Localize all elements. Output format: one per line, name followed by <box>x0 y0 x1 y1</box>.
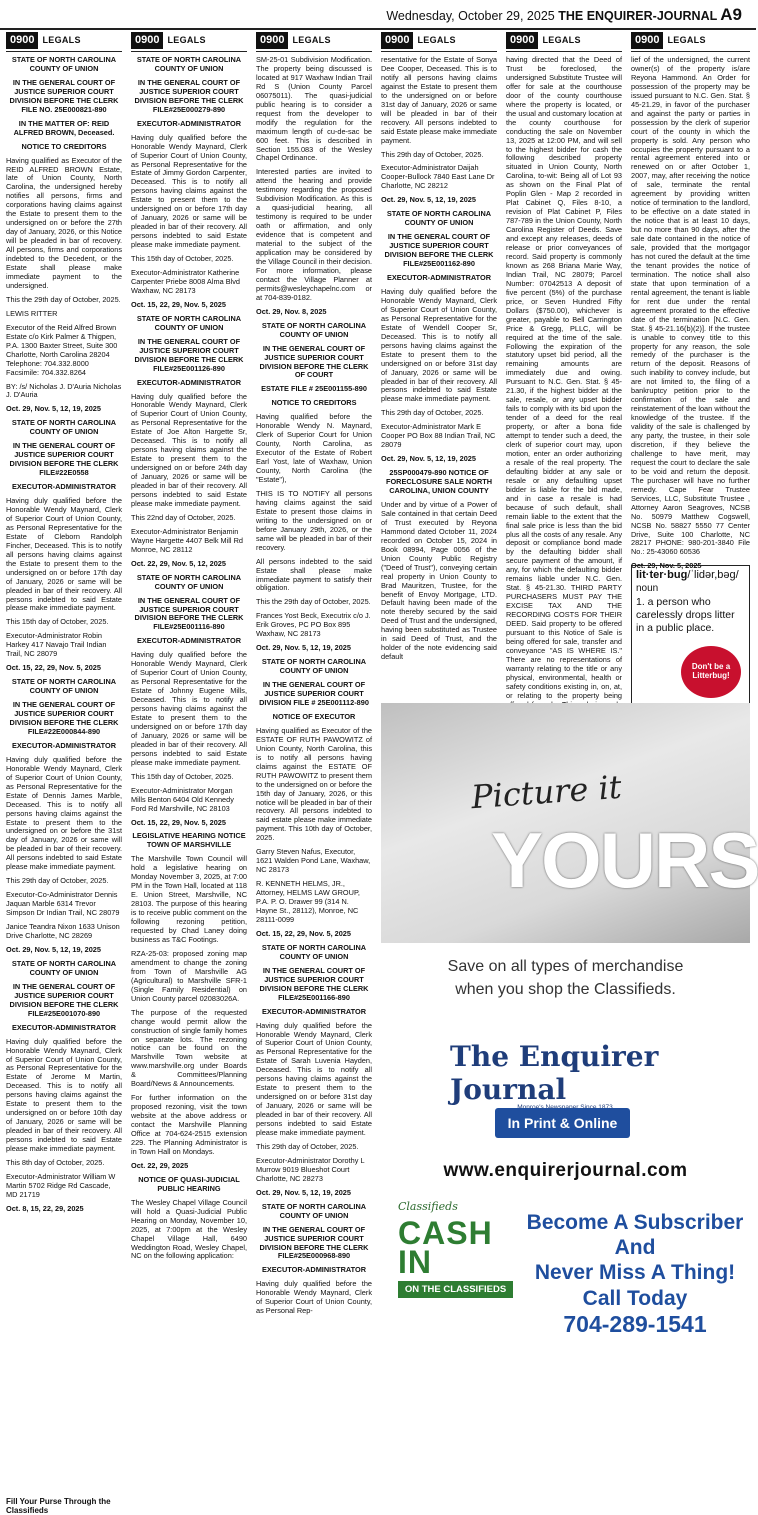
legals-header: 0900 LEGALS <box>6 30 122 52</box>
legal-paragraph: R. KENNETH HELMS, JR., Attorney, HELMS LAW GROUP, P.A. P. O. Drawer 99 (314 N. Hayne St., 28112), Monroe, NC 28111-0099 <box>256 879 360 924</box>
legal-paragraph: Oct. 15, 22, 29, Nov. 5, 2025 <box>6 663 101 673</box>
legal-paragraph: IN THE GENERAL COURT OF JUSTICE SUPERIOR COURT DIVISION BEFORE THE CLERK FILE#25E001116-890 <box>134 595 244 632</box>
legal-paragraph: Interested parties are invited to attend the hearing and provide testimony regarding the proposed Subdivision Modification. As this is a quasi-judicial hearing, all testimony is required to be under oath or affirmation, and only evidence that is competent and material to the subject of the application may be considered by the Village Council in their decision. For more information, please contact the Village Planner at permits@wesleychapelnc.com or at 704-839-0182. <box>256 167 372 302</box>
legal-paragraph: Frances Yost Beck, Executrix c/o J. Erik Groves, PC PO Box 895 Waxhaw, NC 28173 <box>256 611 371 639</box>
legal-paragraph: Having duly qualified before the Honorable Wendy Maynard, Clerk of Superior Court of Union County, as Personal Representative for the Estate of Cleborn Randolph Fincher, Deceased. This is to notify all persons having claims against the Estate to present them to the undersigned on or before 17th day of January, 2026 or same will be pleaded in bar of their recovery. All persons indebted to said Estate please make immediate payment. <box>6 496 122 613</box>
legal-paragraph: This 29th day of October, 2025. <box>381 149 484 159</box>
legal-paragraph: EXECUTOR-ADMINISTRATOR <box>11 482 117 492</box>
legal-paragraph: STATE OF NORTH CAROLINA COUNTY OF UNION <box>261 942 367 961</box>
legal-paragraph: Executor-Administrator Morgan Mills Benton 6404 Old Kennedy Ford Rd Marshville, NC 28103 <box>131 785 234 813</box>
legal-paragraph: Oct. 15, 22, 29, Nov. 5, 2025 <box>131 299 226 309</box>
legal-paragraph: EXECUTOR-ADMINISTRATOR <box>261 1006 367 1016</box>
enquirer-journal-logo <box>450 1040 680 1106</box>
legal-paragraph: STATE OF NORTH CAROLINA COUNTY OF UNION <box>11 55 117 73</box>
legal-paragraph: EXECUTOR-ADMINISTRATOR <box>386 273 492 283</box>
legal-paragraph: Oct. 15, 22, 29, Nov. 5, 2025 <box>131 817 226 827</box>
save-merchandise-ad <box>381 955 750 1001</box>
legal-paragraph: Garry Steven Nafus, Executor, 1621 Walden Pond Lane, Waxhaw, NC 28173 <box>256 847 371 875</box>
fill-your-purse-footer <box>6 1497 122 1515</box>
cash-word: CASH <box>398 1215 493 1251</box>
legal-paragraph: Having duly qualified before the Honorable Wendy Maynard, Clerk of Superior Court of Union County, as Personal Representative for the Estate of Johnny Eugene Mills, Deceased. This is to notify all persons having claims against the Estate to present them to the undersigned on or before 17th day of January, 2026 or same will be pleaded in bar of their recovery. All persons indebted to said Estate please make immediate payment. <box>131 650 247 767</box>
legal-paragraph: IN THE GENERAL COURT OF JUSTICE SUPERIOR COURT DIVISION BEFORE THE CLERK FILE#25E001162-890 <box>384 232 494 269</box>
legal-paragraph: STATE OF NORTH CAROLINA COUNTY OF UNION <box>11 958 117 977</box>
legal-paragraph: Oct. 29, Nov. 5, 12, 19, 2025 <box>256 1187 351 1197</box>
legal-paragraph: Executor of the Reid Alfred Brown Estate c/o Kirk Palmer & Thigpen, P.A. 1300 Baxter Street, Suite 300 Charlotte, North Carolina 28204 Telephone: 704.332.8000 Facsimile: 704.332.8264 <box>6 322 118 377</box>
dict-definition: 1. a person who carelessly drops litter in a public place. <box>636 596 735 635</box>
legal-paragraph: Having qualified before the Honorable Wendy N. Maynard, Clerk of Superior Court for Union County, North Carolina, as Executor of the Estate of Robert Earl Yost, late of Waxhaw, Union County, North Carolina (the "Estate"), <box>256 412 372 484</box>
legal-paragraph: NOTICE OF QUASI-JUDICIAL PUBLIC HEARING <box>138 1174 240 1193</box>
website-url: www.enquirerjournal.com <box>443 1160 688 1181</box>
legal-paragraph: IN THE MATTER OF: REID ALFRED BROWN, Deceased. <box>13 118 115 137</box>
legal-paragraph: For further information on the proposed rezoning, visit the town website at the above address or contact the Marshville Planning Office at 704-624-2515 extension 229. The Planning Administrator is in Town Hall on Mondays. <box>131 1093 247 1156</box>
legal-paragraph: IN THE GENERAL COURT OF JUSTICE SUPERIOR COURT DIVISION BEFORE THE CLERK FILE#25E001126-890 <box>134 336 244 373</box>
legal-paragraph: Having duly qualified before the Honorable Wendy Maynard, Clerk of Superior Court of Union County, as Personal Representative for the Estate of Dennis James Marble, Deceased. This is to notify all persons having claims against the Estate to present them to the undersigned on or before the 31st day of January, 2026 or same will be pleaded in bar of their recovery. All persons indebted to said Estate please make immediate payment. <box>6 754 122 872</box>
picture-it-yours-ad <box>381 703 758 943</box>
legal-paragraph: Executor-Administrator Daijah Cooper-Bullock 7840 East Lane Dr Charlotte, NC 28212 <box>381 163 495 191</box>
footer-text: Fill Your Purse Through the Classifieds <box>6 1497 111 1515</box>
classifieds-script: Classifieds <box>398 1200 458 1213</box>
legal-paragraph: EXECUTOR-ADMINISTRATOR <box>136 377 242 387</box>
legal-paragraph: Oct. 29, Nov. 5, 12, 19, 2025 <box>6 404 101 414</box>
legal-paragraph: Executor-Administrator Dorothy L Murrow 9019 Blueshot Court Charlotte, NC 28273 <box>256 1155 365 1183</box>
legal-paragraph: STATE OF NORTH CAROLINA COUNTY OF UNION <box>261 320 367 339</box>
legal-paragraph: 25SP000479-890 NOTICE OF FORECLOSURE SALE NORTH CAROLINA, UNION COUNTY <box>385 468 493 496</box>
legals-header: 0900 LEGALS <box>506 30 622 52</box>
legal-paragraph: Oct. 29, Nov. 8, 2025 <box>256 306 327 316</box>
legal-paragraph: BY: /s/ Nicholas J. D'Auria Nicholas J. D'Auria <box>6 381 122 400</box>
legals-header: 0900 LEGALS <box>131 30 247 52</box>
dict-word: lit·ter·bug/ˈlidər,bəɡ/ <box>636 569 739 581</box>
legal-paragraph: Oct. 29, Nov. 5, 12, 19, 2025 <box>256 643 351 653</box>
legal-paragraph: Having duly qualified before the Honorable Wendy Maynard, Clerk of Superior Court of Union County, as Personal Representative for the Estate of Wendell Cooper Sr, Deceased. This is to notify all persons having claims against the Estate to present them to the undersigned on or before 31st day of January, 2026 or same will be pleaded in bar of their recovery. All persons indebted to said Estate please make immediate payment. <box>381 286 497 404</box>
picture-it-script: Picture it <box>469 767 623 817</box>
legal-paragraph: This 15th day of October, 2025. <box>6 617 109 627</box>
legal-paragraph: STATE OF NORTH CAROLINA COUNTY OF UNION <box>261 1201 367 1220</box>
legal-paragraph: STATE OF NORTH CAROLINA COUNTY OF UNION <box>11 677 117 696</box>
legal-paragraph: Oct. 29, Nov. 5, 2025 <box>631 561 702 571</box>
legal-paragraph: Oct. 22, 29, 2025 <box>131 1160 189 1170</box>
subscribe-line-1: Become A Subscriber And <box>526 1211 744 1260</box>
legal-paragraph: lief of the undersigned, the current owner(s) of the property is/are Reyona Hammond. An Order for possession of the property may be issued pursuant to N.C. Gen. Stat. § 45-21.29, in favor of the purchaser and against the party or parties in possession by the clerk of superior court of the county in which the property is sold. Any person who occupies the property pursuant to a rental agreement entered into or renewed on or after October 1, 2007, may, after receiving the notice of sale, terminate the rental agreement by providing written notice of termination to the landlord, to be effective on a date stated in the notice that is at least 10 days, but no more than 90 days, after the sale date contained in the notice of sale, provided that the mortgagor has not cured the default at the time the tenant provides the notice of termination. The notice shall also state that upon termination of a rental agreement, the tenant is liable for rent due under the rental agreement prorated to the effective date of the termination [N.C. Gen. Stat. § 45-21.16(b)(2)]. If the trustee is unable to convey title to this property for any reason, the sole remedy of the purchaser is the return of the deposit. Reasons of such inability to convey include, but are not limited to, the filing of a bankruptcy petition prior to the confirmation of the sale and reinstatement of the loan without the knowledge of the trustee. If the validity of the sale is challenged by any party, the trustee, in their sole discretion, if they believe the challenge to have merit, may request the court to declare the sale to be void and return the deposit. The purchaser will have no further remedy. Cape Fear Trustee Services, LLC, Substitute Trustee , Attorney Aaron Seagroves, NCSB No. 50979 Matthew Cogswell, NCSB No. 58827 5550 77 Center Drive, Suite 100 Charlotte, NC 28217 PHONE: 980-201-3840 File No.: 25-43060 60536 <box>631 55 750 557</box>
legal-paragraph: Having duly qualified before the Honorable Wendy Maynard, Clerk of Superior Court of Union County, as Personal Representative for the Estate of Joe Alton Hargette Sr, Deceased. This is to notify all persons having claims against the Estate to present them to the undersigned on or before 24th day of January, 2026 or same will be pleaded in bar of their recovery. All persons indebted to said Estate please make immediate payment. <box>131 391 247 508</box>
subscribe-line-2: Never Miss A Thing! <box>534 1261 736 1285</box>
legal-paragraph: IN THE GENERAL COURT OF JUSTICE SUPERIOR COURT DIVISION FILE # 25E001112-890 <box>259 680 369 707</box>
legal-paragraph: This 8th day of October, 2025. <box>6 1157 105 1167</box>
legal-paragraph: Having duly qualified before the Honorable Wendy Maynard, Clerk of Superior Court of Union County, as Personal Rep- <box>256 1279 372 1316</box>
legal-paragraph: This 29th day of October, 2025. <box>6 876 109 886</box>
legal-paragraph: Oct. 15, 22, 29, Nov. 5, 2025 <box>256 928 351 938</box>
legal-paragraph: resentative for the Estate of Sonya Dee Cooper, Deceased. This is to notify all persons having claims against the Estate to present them to the undersigned on or before 31st day of January, 2026 or same will be pleaded in bar of their recovery. All persons indebted to said Estate please make immediate payment. <box>381 55 497 145</box>
legals-header: 0900 LEGALS <box>256 30 372 52</box>
legal-paragraph: NOTICE TO CREDITORS <box>21 141 107 151</box>
legal-paragraph: EXECUTOR-ADMINISTRATOR <box>11 740 117 750</box>
legals-header: 0900 LEGALS <box>381 30 497 52</box>
legal-paragraph: STATE OF NORTH CAROLINA COUNTY OF UNION <box>386 209 492 228</box>
legal-paragraph: SM-25-01 Subdivision Modification. The property being discussed is located at 917 Waxhaw Indian Trail Rd S (Union County Parcel 06075011). The quasi-judicial public hearing is to consider a request from the developer to modify the regulation for the maximum length of cu-de-sac be 600 feet. This is described in Section 155.083 of the Wesley Chapel Ordinance. <box>256 55 372 163</box>
in-print-online-badge: In Print & Online <box>495 1108 630 1138</box>
legal-paragraph: Oct. 29, Nov. 5, 12, 19, 2025 <box>6 944 101 954</box>
litterbug-badge: Don't be a Litterbug! <box>681 646 741 698</box>
legal-paragraph: Executor-Administrator Mark E Cooper PO Box 88 Indian Trail, NC 28079 <box>381 422 496 450</box>
save-line-2: when you shop the Classifieds. <box>455 981 676 999</box>
subscribe-line-3: Call Today <box>582 1286 688 1310</box>
legal-paragraph: This the 29th day of October, 2025. <box>6 294 121 304</box>
legal-paragraph: LEWIS RITTER <box>6 308 58 318</box>
legal-paragraph: IN THE GENERAL COURT OF JUSTICE SUPERIOR COURT DIVISION BEFORE THE CLERK FILE NO. 25E000821-890 <box>9 77 119 114</box>
dict-pos: noun <box>636 583 659 594</box>
legal-paragraph: Oct. 29, Nov. 5, 12, 19, 2025 <box>381 454 476 464</box>
legal-paragraph: THIS IS TO NOTIFY all persons having claims against the said Estate to present those claims in writing to the undersigned on or before January 29th, 2026, or the same will be pleaded in bar of their recovery. <box>256 488 372 552</box>
legal-paragraph: IN THE GENERAL COURT OF JUSTICE SUPERIOR COURT DIVISION BEFORE THE CLERK FILE#22E0558 <box>9 441 119 478</box>
yours-headline: YOURS <box>491 816 758 904</box>
legals-column-3 <box>256 30 372 1510</box>
legal-paragraph: EXECUTOR-ADMINISTRATOR <box>136 118 242 128</box>
masthead <box>0 0 756 30</box>
legal-paragraph: This 15th day of October, 2025. <box>131 771 234 781</box>
legals-header: 0900 LEGALS <box>631 30 750 52</box>
legal-paragraph: Executor-Administrator Robin Harkey 417 Navajo Trail Indian Trail, NC 28079 <box>6 631 107 659</box>
subscribe-phone: 704-289-1541 <box>563 1310 707 1337</box>
legal-paragraph: Janice Teandra Nixon 1633 Unison Drive Charlotte, NC 28269 <box>6 922 120 941</box>
legal-paragraph: Having duly qualified before the Honorable Wendy Maynard, Clerk of Superior Court of Union County, as Personal Representative for the Estate of Sarah Luvenia Hayden, Deceased. This is to notify all persons having claims against the Estate to present them to the undersigned on or before 31st day of January, 2026 or same will be pleaded in bar of their recovery. All persons indebted to said Estate please make immediate payment. <box>256 1020 372 1137</box>
masthead-date: Wednesday, October 29, 2025 THE ENQUIRER-JOURNAL A9 <box>386 5 742 24</box>
subscribe-ad <box>525 1210 745 1338</box>
legal-paragraph: Having duly qualified before the Honorable Wendy Maynard, Clerk of Superior Court of Union County, as Personal Representative for the Estate of Jerome M Martin, Deceased. This is to notify all persons having claims against the Estate to present them to the undersigned on or before 10th day of January, 2026 or same will be pleaded in bar of their recovery. All persons indebted to said Estate please make immediate payment. <box>6 1036 122 1154</box>
legal-paragraph: STATE OF NORTH CAROLINA COUNTY OF UNION <box>136 55 242 73</box>
legal-paragraph: EXECUTOR-ADMINISTRATOR <box>11 1022 117 1032</box>
legal-paragraph: Executor-Administrator William W Martin 5702 Ridge Rd Cascade, MD 21719 <box>6 1171 116 1199</box>
legal-paragraph: STATE OF NORTH CAROLINA COUNTY OF UNION <box>11 418 117 437</box>
legal-paragraph: The purpose of the requested change would permit allow the construction of single family homes on separate lots. The rezoning notice can be found on the Marshville Town website at www.marshville.org under Boards & Committees/Planning Board/News & Announcements. <box>131 1007 247 1089</box>
legal-paragraph: STATE OF NORTH CAROLINA COUNTY OF UNION <box>136 572 242 591</box>
legal-paragraph: IN THE GENERAL COURT OF JUSTICE SUPERIOR COURT DIVISION BEFORE THE CLERK FILE#25E000279-890 <box>134 77 244 114</box>
legals-column-2 <box>131 30 247 1510</box>
legal-paragraph: having directed that the Deed of Trust be foreclosed, the undersigned Substitute Trustee will offer for sale at the courthouse door of the county courthouse where the property is located, or the usual and customary location at the county courthouse for conducting the sale on November 13, 2025 at 12:00 PM, and will sell to the highest bidder for cash the following described property situated in Union County, North Carolina, to-wit: Being all of Lot 93 as shown on the Final Plat of Poplin Glen - Map 2 recorded in Plat Cabinet Q, Files 8-10, a revision of Plat Cabinet P, Files 787-789 in the Union County, North Carolina Register of Deeds. Save and except any releases, deeds of release or prior conveyances of record. Said property is commonly known as 268 Briana Marie Way, Indian Trail, NC 28079; Parcel Number: 07042513 A deposit of five percent (5%) of the purchase price, or Seven Hundred Fifty Dollars ($750.00), whichever is greater, payable to Bell Carrington Price & Gregg, PLLC, will be required at the time of the sale. Following the expiration of the statutory upset bid period, all the remaining amounts are immediately due and owing. Pursuant to N.C. Gen. Stat. § 45-21.30, if the highest bidder at the sale, resale, or any upset bidder fails to comply with its bid upon the tender of a deed for the real property, or after a bona fide attempt to tender such a deed, the clerk of superior court may, upon motion, enter an order authorizing a resale of the real property. The defaulting bidder at any sale or resale or any defaulting upset bidder is liable for the bid made, and in case a resale is had because of such default, shall remain liable to the extent that the final sale price is less than the bid plus all the costs of any resale. Any deposit or compliance bond made by the defaulting bidder shall secure payment of the amount, if any, for which the defaulting bidder remains liable under N.C. Gen. Stat. § 45-21.30. THIRD PARTY PURCHASERS MUST PAY THE EXCISE TAX AND THE RECORDING COSTS FOR THEIR DEED. Said property to be offered pursuant to this Notice of Sale is being offered for sale, transfer and conveyance "AS IS WHERE IS." There are no representations of warranty relating to the title or any physical, environmental, health or safety conditions existing in, on, at, or relating to the property being <box>506 55 622 700</box>
legals-column-5 <box>506 30 622 730</box>
in-word: IN <box>398 1243 432 1280</box>
legal-paragraph: EXECUTOR-ADMINISTRATOR <box>136 636 242 646</box>
legal-paragraph: NOTICE TO CREDITORS <box>271 398 357 408</box>
legal-paragraph: IN THE GENERAL COURT OF JUSTICE SUPERIOR COURT DIVISION BEFORE THE CLERK FILE#25E000968-890 <box>259 1224 369 1261</box>
legal-paragraph: The Marshville Town Council will hold a legislative hearing on Monday November 3, 2025, at 7:00 PM in the Town Hall, located at 118 E. Union Street, Marshville, NC 28103. The purpose of this hearing is to receive public comment on the following rezoning petition, requested by Chad Laney doing business as T&C Footings. <box>131 854 247 944</box>
save-line-1: Save on all types of merchandise <box>447 958 684 975</box>
legal-paragraph: This the 29th day of October, 2025. <box>256 597 371 607</box>
legal-paragraph: Under and by virtue of a Power of Sale contained in that certain Deed of Trust executed by Reyona Hammond dated October 11, 2024 recorded on October 15, 2024 in Book 08994, Page 0056 of the Union County Public Registry ("Deed of Trust"), conveying certain real property in Union County to Brad Mauritzen, Trustee, for the benefit of Envoy Mortgage, LTD. Default having been made of the note thereby secured by the said Deed of Trust and the undersigned, having been substituted as Trustee in said Deed of Trust, and the holder of the note evidencing said default <box>381 499 497 662</box>
legal-paragraph: This 22nd day of October, 2025. <box>131 512 236 522</box>
legal-paragraph: STATE OF NORTH CAROLINA COUNTY OF UNION <box>136 313 242 332</box>
cash-in-classifieds-ad <box>398 1200 513 1320</box>
legal-paragraph: Having duly qualified before the Honorable Wendy Maynard, Clerk of Superior Court of Union County, as Personal Representative for the Estate of Jimmy Gordon Carpenter, Deceased. This is to notify all persons having claims against the Estate to present them to the undersigned on or before 17th day of January, 2026 or same will be pleaded in bar of their recovery. All persons indebted to said Estate please make immediate payment. <box>131 132 247 250</box>
legal-paragraph: This 15th day of October, 2025. <box>131 254 234 264</box>
on-the-classifieds-banner: ON THE CLASSIFIEDS <box>398 1281 513 1298</box>
legal-paragraph: STATE OF NORTH CAROLINA COUNTY OF UNION <box>261 657 367 676</box>
legal-paragraph: This 29th day of October, 2025. <box>256 1141 359 1151</box>
litterbug-dictionary-ad <box>631 565 750 705</box>
legals-column-1 <box>6 30 122 1510</box>
logo-name: The Enquirer Journal <box>450 1040 659 1106</box>
legal-paragraph: LEGISLATIVE HEARING NOTICE TOWN OF MARSHVILLE <box>132 831 246 850</box>
legal-paragraph: Oct. 8, 15, 22, 29, 2025 <box>6 1203 84 1213</box>
legal-paragraph: Oct. 22, 29, Nov. 5, 12, 2025 <box>131 558 226 568</box>
legal-paragraph: Executor-Administrator Katherine Carpenter Priebe 8008 Alma Blvd Waxhaw, NC 28173 <box>131 268 240 295</box>
legal-paragraph: IN THE GENERAL COURT OF JUSTICE SUPERIOR COURT DIVISION BEFORE THE CLERK FILE#25E001166-890 <box>259 965 369 1002</box>
legal-paragraph: ESTATE FILE # 25E001155-890 <box>261 384 367 394</box>
legal-paragraph: Executor-Co-Administrator Dennis Jaquan Marble 6314 Trevor Simpson Dr Indian Trail, NC 28079 <box>6 890 120 918</box>
legal-paragraph: Executor-Administrator Benjamin Wayne Hargette 4407 Belk Mill Rd Monroe, NC 28112 <box>131 526 243 554</box>
legal-paragraph: IN THE GENERAL COURT OF JUSTICE SUPERIOR COURT DIVISION BEFORE THE CLERK OF COURT <box>259 343 369 380</box>
legal-paragraph: IN THE GENERAL COURT OF JUSTICE SUPERIOR COURT DIVISION BEFORE THE CLERK FILE#22E000844-890 <box>9 700 119 736</box>
legal-paragraph: The Wesley Chapel Village Council will hold a Quasi-Judicial Public Hearing on Monday, November 10, 2025, at 7:00pm at the Wesley Chapel Village Hall, 6490 Weddington Road, Wesley Chapel, NC on the following application: <box>131 1197 247 1261</box>
legal-paragraph: This 29th day of October, 2025. <box>381 408 484 418</box>
legal-paragraph: Having qualified as Executor of the ESTATE OF RUTH PAWOWITZ of Union County, North Carolina, this is to notify all persons having claims against the ESTATE OF RUTH PAWOWITZ to present them to the undersigned on or before the 15th day of January, 2026, or this notice will be pleaded in bar of their recovery. All persons indebted to said estate please make immediate payment. This 10th day of October, 2025. <box>256 725 372 843</box>
legals-column-4 <box>381 30 497 730</box>
legal-paragraph: NOTICE OF EXECUTOR <box>272 711 356 721</box>
legal-paragraph: All persons indebted to the said Estate shall please make immediate payment to satisfy their obligation. <box>256 556 372 593</box>
legal-paragraph: Having qualified as Executor of the REID ALFRED BROWN Estate, late of Union County, North Carolina, the undersigned hereby notifies all persons, firms and corporations having claims against the Estate to present them to the undersigned on or before the 27th day of January, 2026, or this Notice will be pleaded in bar of recovery. All persons, firms and corporations indebted to the Decedent, or the Estate shall please make immediate payment to the undersigned. <box>6 155 122 290</box>
legal-paragraph: EXECUTOR-ADMINISTRATOR <box>261 1265 367 1275</box>
legal-paragraph: IN THE GENERAL COURT OF JUSTICE SUPERIOR COURT DIVISION BEFORE THE CLERK FILE#25E001070-890 <box>9 981 119 1018</box>
legal-paragraph: RZA-25-03: proposed zoning map amendment to change the zoning from Town of Marshville AG (Agricultural) to Marshville SFR-1 (Single Family Residential) on Union County parcel 02083026A. <box>131 948 247 1003</box>
legal-paragraph: Oct. 29, Nov. 5, 12, 19, 2025 <box>381 195 476 205</box>
